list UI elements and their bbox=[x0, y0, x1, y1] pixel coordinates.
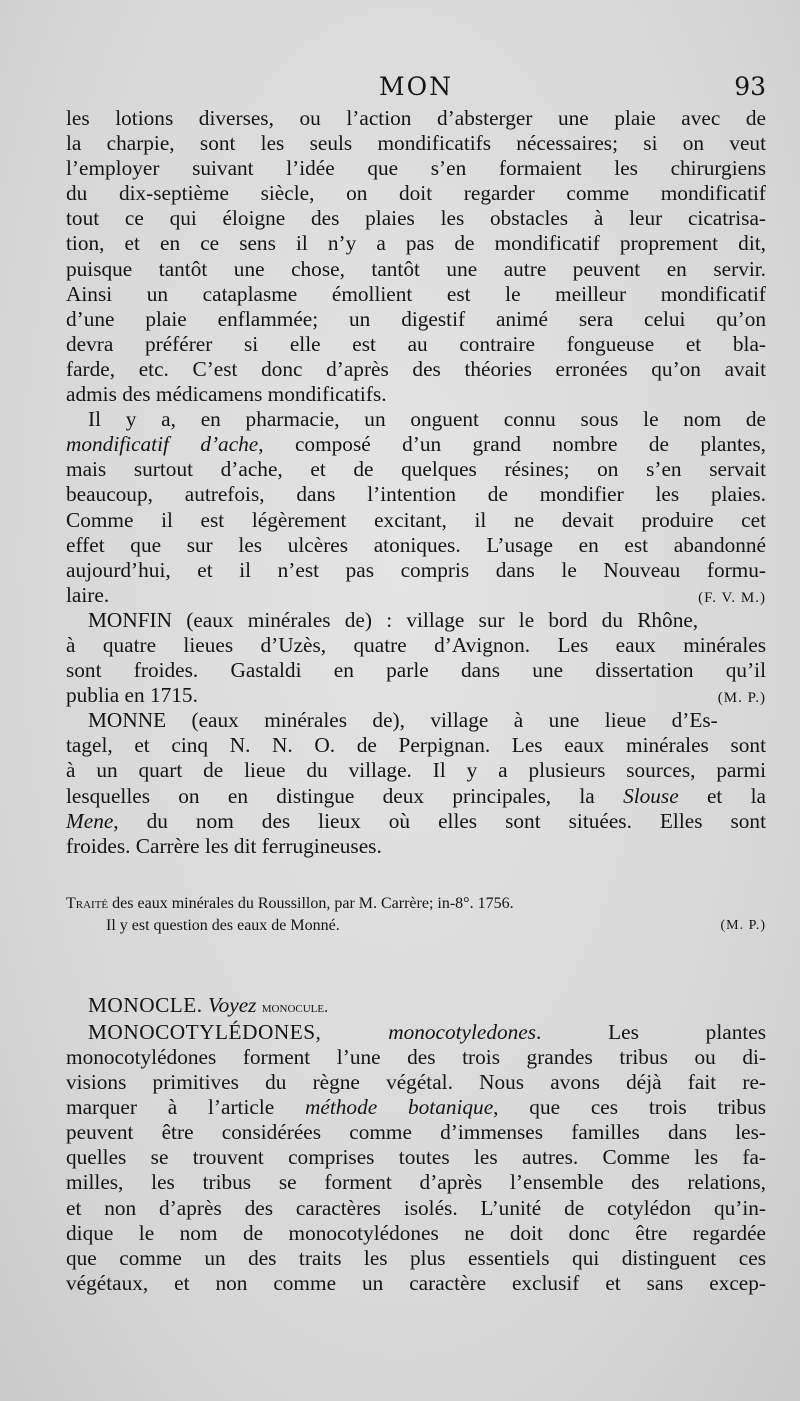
text-line bbox=[66, 1095, 766, 1120]
text-line bbox=[66, 683, 766, 708]
text-line: végétaux, et non comme un caractère exclusif et sans excep- bbox=[66, 1270, 766, 1295]
text-line: puisque tantôt une chose, tantôt une autre peuvent en servir. bbox=[66, 256, 766, 281]
italic-term: Mene bbox=[66, 808, 114, 833]
text-line: peuvent être considérées comme d’immenses familles dans les- bbox=[66, 1120, 766, 1145]
text-line bbox=[66, 993, 766, 1020]
italic-term: Slouse bbox=[623, 783, 679, 808]
text-line: froides. Carrère les dit ferrugineuses. bbox=[66, 833, 382, 858]
text-fragment: lesquelles on en distingue deux principales, la bbox=[66, 783, 624, 808]
text-line: monocotylédones forment l’une des trois grandes tribus ou di- bbox=[66, 1045, 766, 1069]
text-line: dique le nom de monocotylédones ne doit donc être regardée bbox=[66, 1220, 766, 1245]
entry-monne bbox=[66, 708, 766, 859]
bibliographic-note bbox=[66, 893, 766, 937]
text-fragment: et la bbox=[678, 783, 767, 808]
note-sc-word: Traité bbox=[66, 894, 109, 912]
text-line: la charpie, sont les seuls mondificatifs nécessaires; si on veut bbox=[66, 131, 766, 156]
text-line: beaucoup, autrefois, dans l’intention de mondifier les plaies. bbox=[66, 482, 766, 507]
text-line: farde, etc. C’est donc d’après des théories erronées qu’on avait bbox=[66, 356, 766, 381]
italic-term: méthode botanique bbox=[305, 1095, 494, 1120]
entry-monocotyledones bbox=[66, 1020, 766, 1296]
page-number: 93 bbox=[734, 72, 766, 101]
note-line bbox=[66, 915, 766, 937]
text-line: les lotions diverses, ou l’action d’absterger une plaie avec de bbox=[66, 106, 766, 130]
text-line: visions primitives du règne végétal. Nous avons déjà fait re- bbox=[66, 1070, 766, 1095]
text-fragment: , composé d’un grand nombre de plantes, bbox=[258, 432, 766, 457]
italic-term: monocotyledones bbox=[388, 1019, 537, 1044]
text-line: que comme un des traits les plus essentiels qui distinguent ces bbox=[66, 1245, 766, 1270]
spacer bbox=[66, 937, 766, 993]
cross-reference: monocule. bbox=[261, 998, 329, 1016]
text-line: admis des médicamens mondificatifs. bbox=[66, 382, 387, 407]
text-line: Ainsi un cataplasme émollient est le meilleur mondificatif bbox=[66, 281, 766, 306]
entry-monocle bbox=[66, 993, 766, 1020]
text-line: à quatre lieues d’Uzès, quatre d’Avignon. Les eaux minérales bbox=[66, 632, 766, 657]
text-line: quelles se trouvent comprises toutes les autres. Comme les fa- bbox=[66, 1145, 766, 1170]
text-line bbox=[66, 809, 766, 834]
text-line: tion, et en ce sens il n’y a pas de mondificatif proprement dit, bbox=[66, 231, 766, 256]
text-line: devra préférer si elle est au contraire fongueuse et bla- bbox=[66, 331, 766, 356]
text-line: d’une plaie enflammée; un digestif animé sera celui qu’on bbox=[66, 306, 766, 331]
author-signature: (F. V. M.) bbox=[698, 589, 766, 606]
author-signature: (M. P.) bbox=[717, 690, 766, 707]
text-line bbox=[66, 432, 766, 457]
note-line bbox=[66, 893, 766, 915]
headword: MONOCLE. bbox=[88, 992, 203, 1017]
text-fragment: Il y est question des eaux de Monné. bbox=[106, 916, 340, 934]
text-line: l’employer suivant l’idée que s’en formaient les chirurgiens bbox=[66, 156, 766, 181]
text-line: effet que sur les ulcères atoniques. L’usage en est abandonné bbox=[66, 532, 766, 557]
text-line: et non d’après des caractères isolés. L’unité de cotylédon qu’in- bbox=[66, 1195, 766, 1220]
text-fragment: , que ces trois tribus bbox=[493, 1095, 767, 1120]
italic-term: Voyez bbox=[207, 992, 257, 1017]
text-fragment: des eaux minérales du Roussillon, par M. Carrère; in-8°. 1756. bbox=[108, 894, 514, 912]
text-fragment: , du nom des lieux où elles sont situées. Elles sont bbox=[113, 808, 766, 833]
text-fragment: . Les plantes bbox=[536, 1019, 767, 1044]
text-line: MONNE (eaux minérales de), village à une lieue d’Es- bbox=[88, 708, 718, 733]
text-line: tout ce qui éloigne des plaies les obstacles à leur cicatrisa- bbox=[66, 206, 766, 231]
text-fragment: publia en 1715. bbox=[66, 683, 198, 708]
text-line: aujourd’hui, et il n’est pas compris dans le Nouveau formu- bbox=[66, 557, 766, 582]
body-text-lower bbox=[66, 993, 766, 1296]
text-line: milles, les tribus se forment d’après l’ensemble des relations, bbox=[66, 1170, 766, 1195]
body-text bbox=[66, 106, 766, 859]
paragraph-mondificatif-continued bbox=[66, 106, 766, 407]
running-title: MON bbox=[379, 72, 453, 101]
text-line: tagel, et cinq N. N. O. de Perpignan. Les eaux minérales sont bbox=[66, 733, 766, 758]
text-line bbox=[66, 1020, 766, 1045]
text-line: sont froides. Gastaldi en parle dans une dissertation qu’il bbox=[66, 658, 766, 683]
text-line bbox=[66, 784, 766, 809]
paragraph-mondificatif-ache bbox=[66, 407, 766, 608]
text-line: à un quart de lieue du village. Il y a plusieurs sources, parmi bbox=[66, 758, 766, 783]
italic-term: mondificatif d’ache bbox=[66, 432, 259, 457]
entry-monfin bbox=[66, 608, 766, 708]
text-line bbox=[66, 583, 766, 608]
headword: MONOCOTYLÉDONES, bbox=[88, 1019, 322, 1044]
text-fragment: laire. bbox=[66, 582, 110, 607]
text-fragment: marquer à l’article bbox=[66, 1095, 306, 1120]
text-line: mais surtout d’ache, et de quelques résines; on s’en servait bbox=[66, 457, 766, 482]
text-line: Comme il est légèrement excitant, il ne devait produire cet bbox=[66, 507, 766, 532]
running-head bbox=[66, 72, 766, 106]
text-line: MONFIN (eaux minérales de) : village sur le bord du Rhône, bbox=[88, 607, 699, 632]
text-line: Il y a, en pharmacie, un onguent connu sous le nom de bbox=[88, 407, 766, 432]
author-signature: (M. P.) bbox=[720, 917, 766, 933]
text-line: du dix-septième siècle, on doit regarder comme mondificatif bbox=[66, 181, 766, 206]
